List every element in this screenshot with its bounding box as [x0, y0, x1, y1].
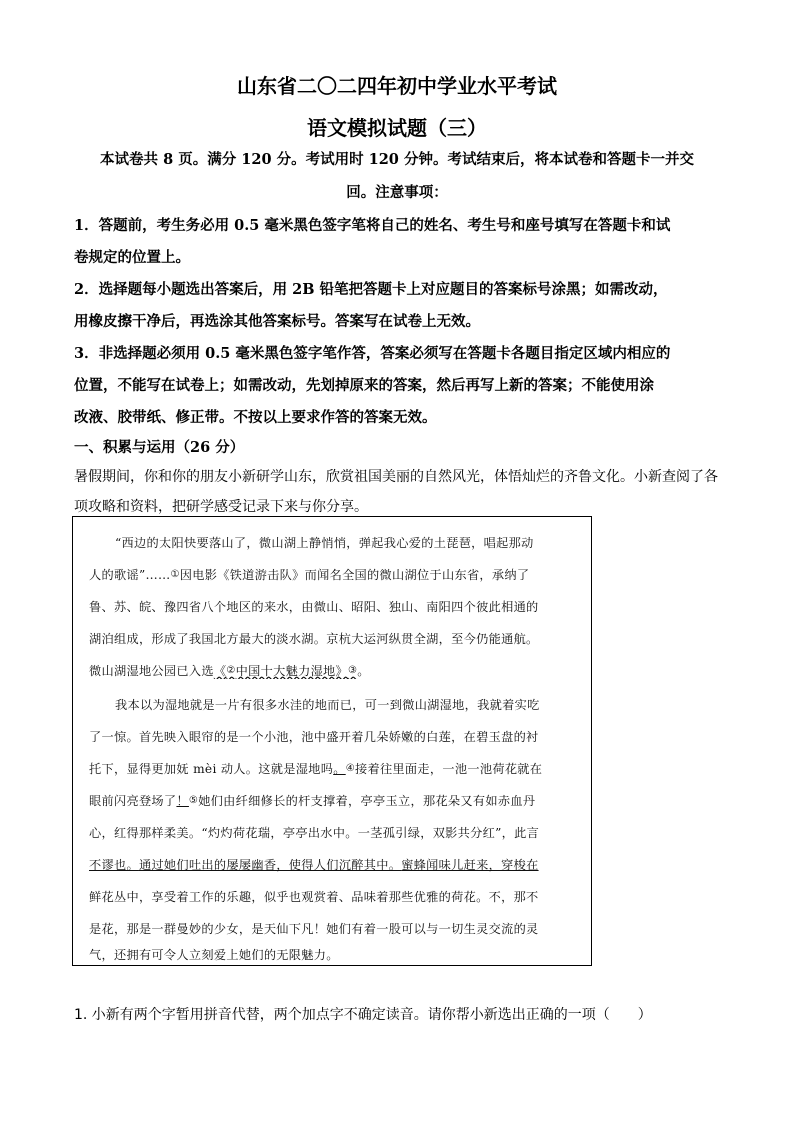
- underlined-sentence: 通过她们吐出的屡屡幽香，使得人们沉醉其中。: [138, 858, 402, 872]
- underlined-punctuation: ！: [176, 794, 189, 808]
- instruction-1-line-2: 卷规定的位置上。: [74, 249, 190, 266]
- passage-line: 鲜花丛中，享受着工作的乐趣，似乎也观赏着、品味着那些优雅的荷花。不，那不: [89, 890, 539, 904]
- passage-box: [72, 516, 592, 966]
- instruction-2-line-1: 2．选择题每小题选出答案后，用 2B 铅笔把答题卡上对应题目的答案标号涂黑；如需改动，: [74, 281, 668, 298]
- notice-line-1: 本试卷共 8 页。满分 120 分。考试用时 120 分钟。考试结束后，将本试卷和答题卡一并交: [100, 151, 694, 168]
- passage-line: 是花，那是一群曼妙的少女，是天仙下凡！她们有着一股可以与一切生灵交流的灵: [89, 922, 539, 936]
- passage-text: 人的歌谣”……: [89, 568, 171, 582]
- blank-marker-4: ④: [345, 763, 355, 774]
- passage-line: 心，红得那样柔美。“灼灼荷花瑞，亭亭出水中。一茎孤引绿，双影共分红”，此言: [89, 826, 540, 840]
- passage-line: 鲁、苏、皖、豫四省八个地区的来水，由微山、昭阳、独山、南阳四个彼此相通的: [89, 600, 539, 614]
- instruction-2-line-2: 用橡皮擦干净后，再选涂其他答案标号。答案写在试卷上无效。: [74, 313, 480, 330]
- passage-line: 气，还拥有可令人立刻爱上她们的无限魅力。: [89, 948, 339, 962]
- passage-line: [89, 566, 584, 583]
- passage-text: 中国十大魅力湿地》: [235, 664, 349, 678]
- section-intro-line-2: 项攻略和资料，把研学感受记录下来与你分享。: [74, 499, 368, 515]
- passage-line: [89, 792, 584, 809]
- passage-line: [89, 856, 584, 873]
- passage-line: [89, 760, 584, 777]
- passage-text: 眼前闪亮登场了: [89, 794, 177, 808]
- underlined-text: 蜜蜂闻味儿赶来，穿梭在: [401, 858, 539, 872]
- passage-text: 因电影《铁道游击队》而闻名全国的微山湖位于山东省，承纳了: [179, 568, 530, 582]
- passage-line: 我本以为湿地就是一片有很多水洼的地而已，可一到微山湖湿地，我就着实吃: [115, 698, 540, 712]
- exam-title: 山东省二〇二四年初中学业水平考试: [237, 74, 557, 98]
- passage-text: 微山湖湿地公园已入选: [89, 664, 214, 678]
- instruction-3-line-2: 位置，不能写在试卷上；如需改动，先划掉原来的答案，然后再写上新的答案；不能使用涂: [74, 377, 654, 394]
- passage-line: 湖泊组成，形成了我国北方最大的淡水湖。京杭大运河纵贯全湖，至今仍能通航。: [89, 632, 539, 646]
- passage-text: 她们由纤细修长的杆支撑着，亭亭玉立，那花朵又有如赤血丹: [198, 794, 536, 808]
- passage-text: 《: [213, 664, 227, 678]
- notice-line-2: 回。注意事项：: [346, 184, 448, 201]
- passage-text: 。: [357, 664, 370, 678]
- section-heading: 一、积累与运用（26 分）: [74, 439, 245, 456]
- instruction-3-line-1: 3．非选择题必须用 0.5 毫米黑色签字笔作答，答案必须写在答题卡各题目指定区域内相应的: [74, 345, 671, 362]
- wavy-underlined-text: [214, 664, 357, 678]
- blank-marker-3: ③: [348, 665, 358, 676]
- underlined-text: 不谬也。: [89, 858, 139, 872]
- passage-line: [89, 662, 584, 679]
- blank-marker-2: ②: [226, 665, 236, 676]
- passage-line: “西边的太阳快要落山了，微山湖上静悄悄，弹起我心爱的土琵琶，唱起那动: [115, 536, 534, 550]
- blank-marker-5: ⑤: [188, 795, 199, 806]
- exam-subtitle: 语文模拟试题（三）: [307, 116, 487, 140]
- blank-marker-1: ①: [170, 569, 180, 580]
- section-intro-line-1: 暑假期间，你和你的朋友小新研学山东，欣赏祖国美丽的自然风光，体悟灿烂的齐鲁文化。小新查阅了各: [74, 469, 718, 485]
- question-1: 1. 小新有两个字暂用拼音代替，两个加点字不确定读音。请你帮小新选出正确的一项（ ）: [74, 1007, 652, 1023]
- underlined-punctuation: 。: [333, 762, 346, 776]
- passage-line: 了一惊。首先映入眼帘的是一个小池，池中盛开着几朵娇嫩的白莲，在碧玉盘的衬: [89, 730, 539, 744]
- instruction-3-line-3: 改液、胶带纸、修正带。不按以上要求作答的答案无效。: [74, 409, 437, 426]
- passage-text: 接着往里面走，一池一池荷花就在: [354, 762, 543, 776]
- instruction-1-line-1: 1．答题前，考生务必用 0.5 毫米黑色签字笔将自己的姓名、考生号和座号填写在答题卡和试: [74, 217, 671, 234]
- passage-text: 托下，显得更加妩 mèi 动人。这就是湿地吗: [89, 762, 334, 776]
